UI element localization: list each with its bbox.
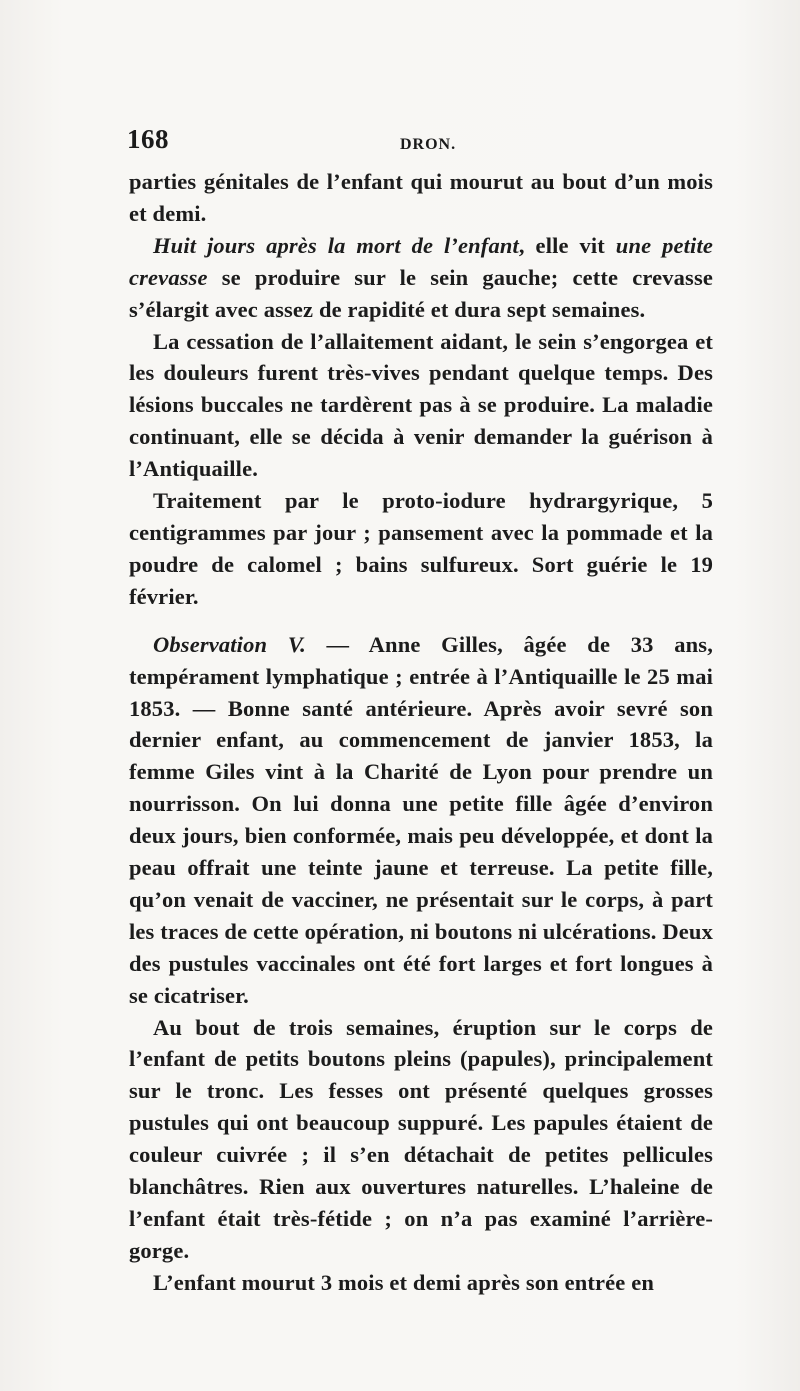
observation-heading: Observation V. xyxy=(153,631,306,657)
text-span: — Anne Gilles, âgée de 33 ans, tempérament lymphatique ; entrée à l’Antiquaille le 25 mai 1853. — Bonne santé antérieure. Après avoir sevré son dernier enfant, au commencement de janvier 1853, la femme Giles vint à la Charité de Lyon pour prendre un nourrisson. On lui donna une petite fille âgée d’environ deux jours, bien conformée, mais peu développée, et dont la peau offrait une teinte jaune et terreuse. La petite fille, qu’on venait de vacciner, ne présentait sur le corps, à part les traces de cette opération, ni boutons ni ulcérations. Deux des pustules vaccinales ont été fort larges et fort longues à se cicatriser. xyxy=(129,631,713,1008)
paragraph xyxy=(129,485,713,613)
italic-text-span: une petite crevasse xyxy=(129,232,713,290)
running-head: DRON. xyxy=(400,136,457,153)
observation-paragraph xyxy=(129,629,713,1012)
text-span: se produire sur le sein gauche; cette crevasse s’élargit avec assez de rapidité et dura sept semaines. xyxy=(129,264,713,322)
paragraph xyxy=(129,166,713,230)
page-number: 168 xyxy=(127,124,169,154)
paragraph xyxy=(129,326,713,486)
text-span: Traitement par le proto-iodure hydrargyrique, 5 centigrammes par jour ; pansement avec la pommade et la poudre de calomel ; bains sulfureux. Sort guérie le 19 février. xyxy=(129,488,713,609)
paragraph xyxy=(129,230,713,326)
paragraph xyxy=(129,1012,713,1267)
text-span: La cessation de l’allaitement aidant, le sein s’engorgea et les douleurs furent très-vives pendant quelque temps. Des lésions buccales ne tardèrent pas à se produire. La maladie continuant, elle se décida à venir demander la guérison à l’Antiquaille. xyxy=(129,328,713,482)
body-text xyxy=(129,166,713,1299)
text-span: , elle vit xyxy=(518,232,616,258)
text-span: parties génitales de l’enfant qui mourut au bout d’un mois et demi. xyxy=(129,169,713,226)
italic-text-span: Huit jours après la mort de l’enfant xyxy=(153,232,519,258)
text-span: Au bout de trois semaines, éruption sur le corps de l’enfant de petits boutons pleins (papules), principalement sur le tronc. Les fesses ont présenté quelques grosses pustules qui ont beaucoup suppuré. Les papules étaient de couleur cuivrée ; il s’en détachait de petites pellicules blanchâtres. Rien aux ouvertures naturelles. L’haleine de l’enfant était très-fétide ; on n’a pas examiné l’arrière-gorge. xyxy=(129,1014,713,1263)
paragraph xyxy=(129,1267,713,1299)
page-header xyxy=(127,124,713,160)
text-span: L’enfant mourut 3 mois et demi après son entrée en xyxy=(153,1269,654,1295)
